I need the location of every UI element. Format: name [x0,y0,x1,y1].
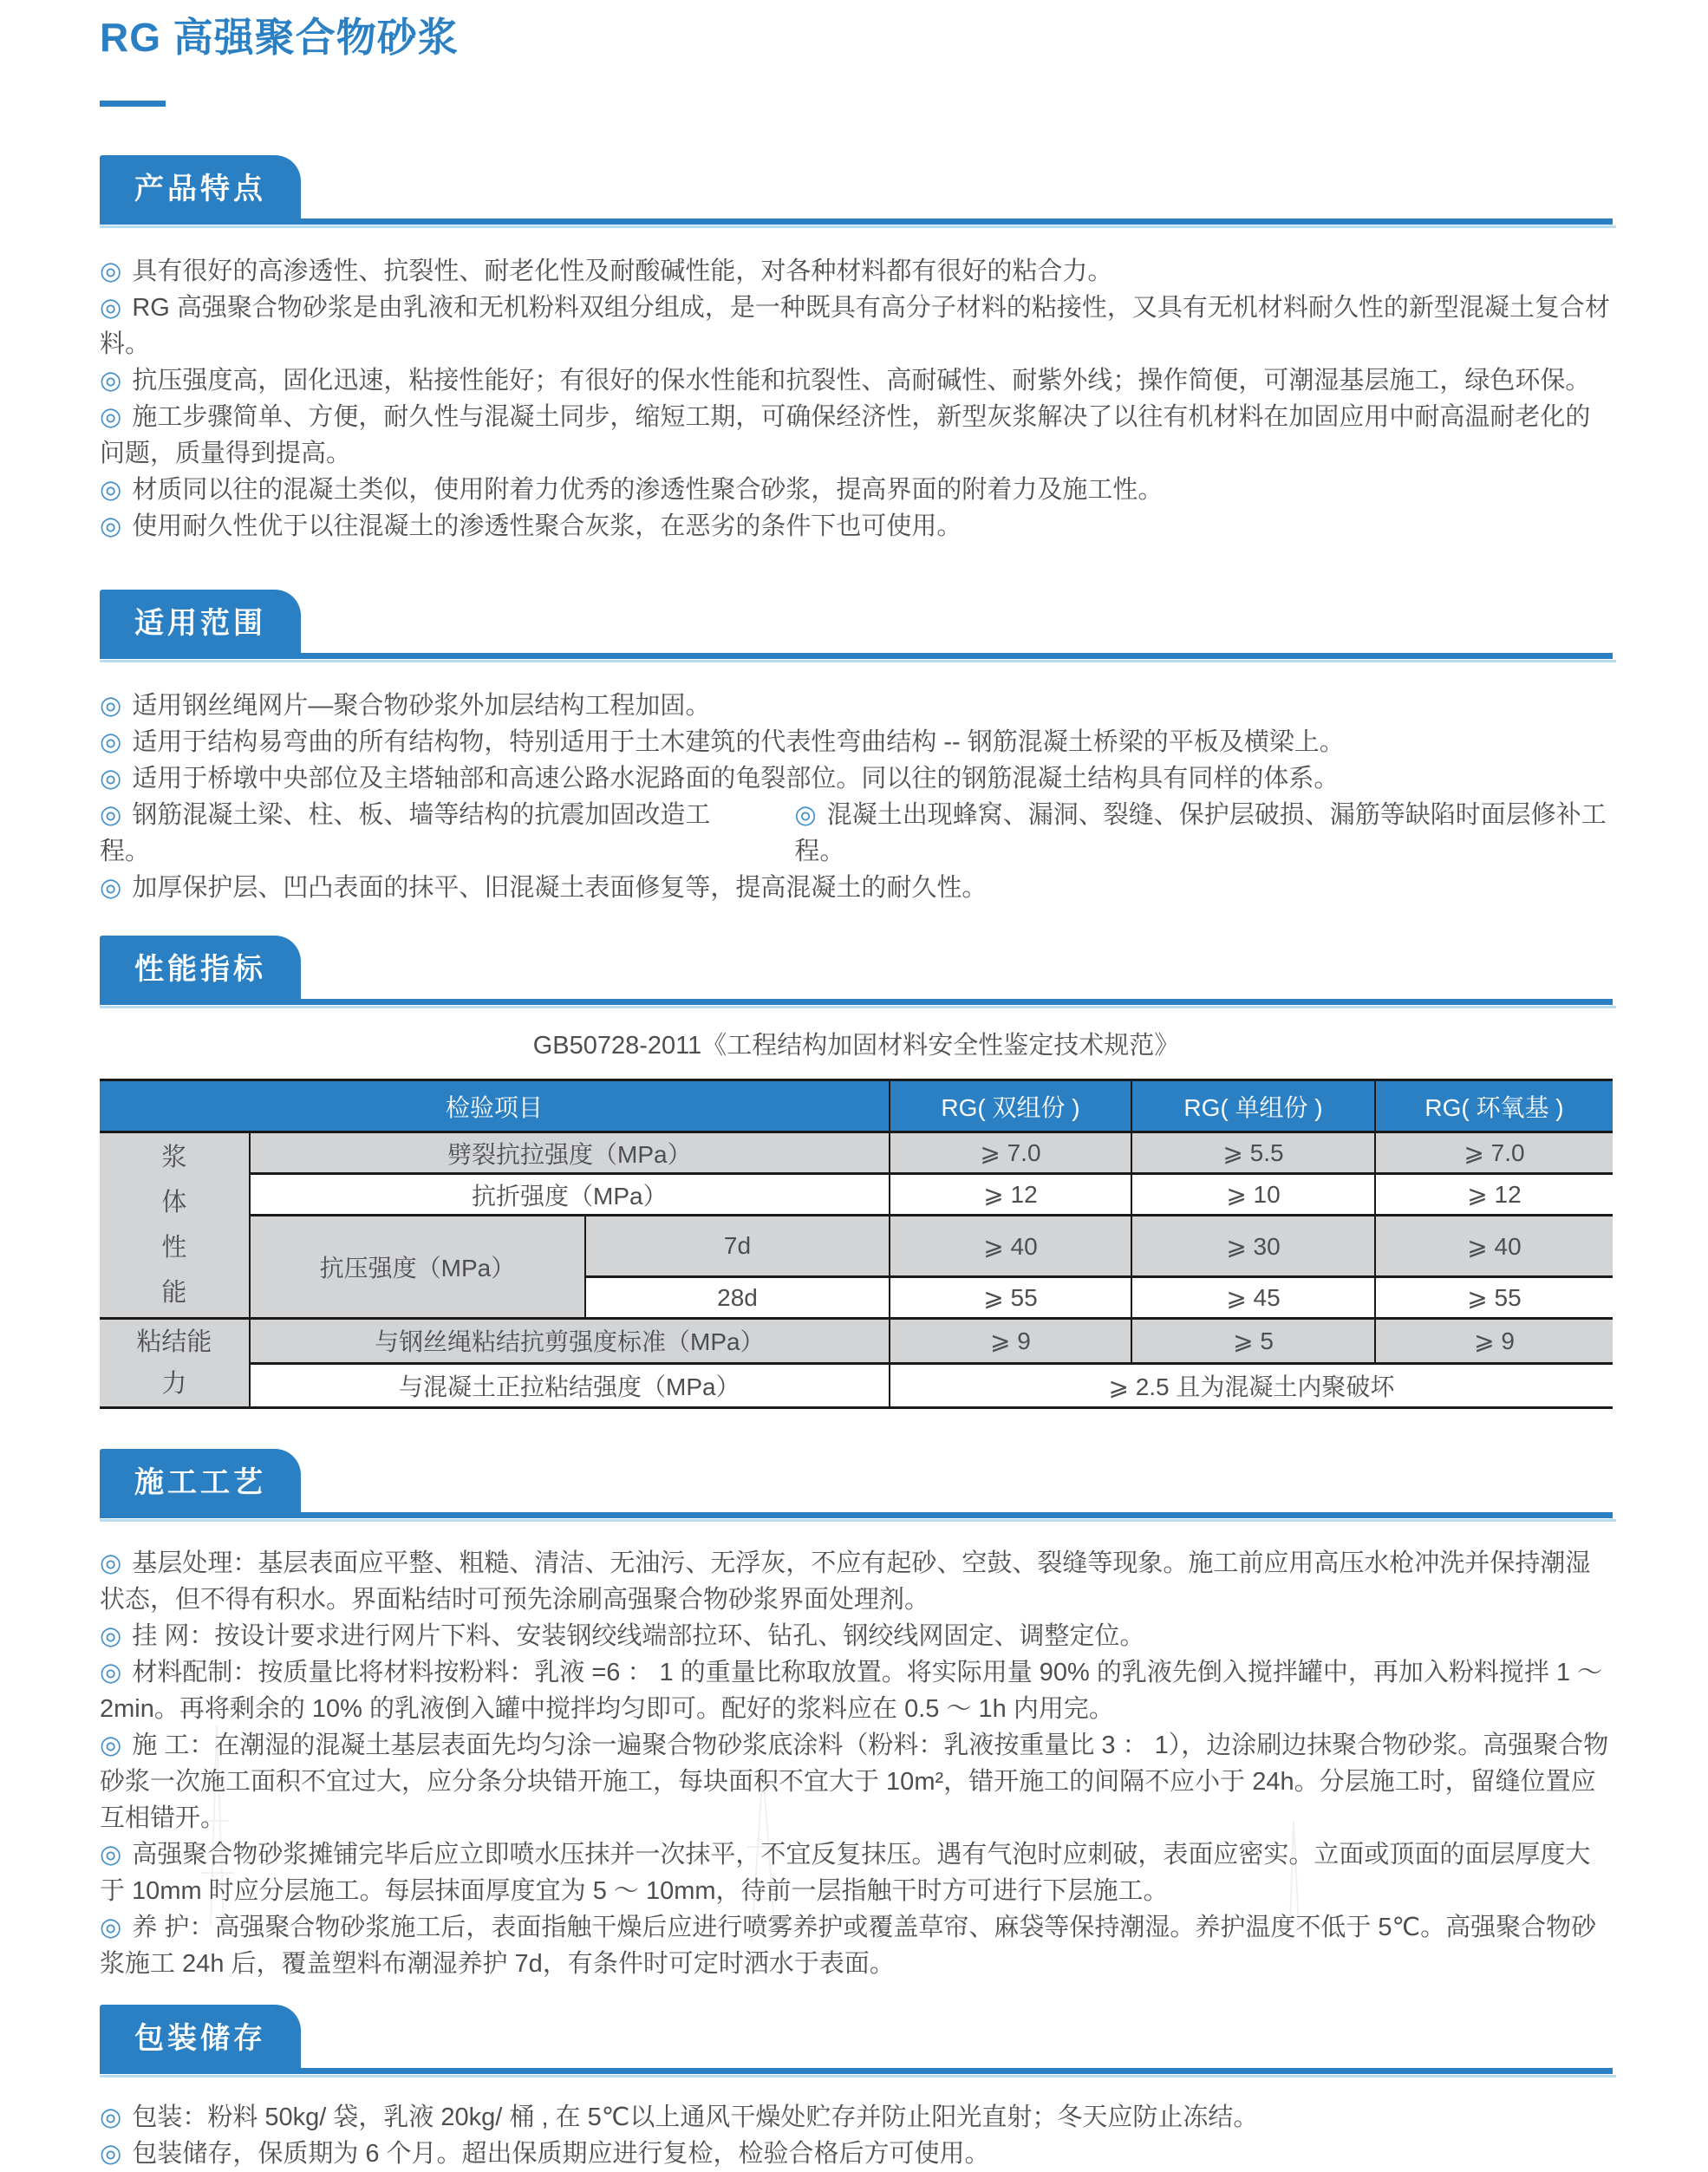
bullet-text: 包装：粉料 50kg/ 袋，乳液 20kg/ 桶 , 在 5℃以上通风干燥处贮存并防止阳光直射；冬天应防止冻结。 [132,2104,1259,2131]
bullet-icon: ◎ [100,403,122,431]
section-features-header [100,155,1613,225]
bullet-item [100,1618,1613,1654]
bullet-icon: ◎ [100,294,122,322]
performance-table [100,1079,1613,1409]
bullet-text: 施工步骤简单、方便，耐久性与混凝土同步，缩短工期，可确保经济性，新型灰浆解决了以往有机材料在加固应用中耐高温耐老化的问题，质量得到提高。 [100,403,1591,467]
bullet-text: 挂 网：按设计要求进行网片下料、安装钢绞线端部拉环、钻孔、钢绞线网固定、调整定位。 [132,1622,1145,1650]
section-scope [100,590,1613,906]
section-process [100,1449,1613,1982]
table-header-row [100,1080,1613,1132]
cell-value: ⩾ 9 [1375,1319,1613,1364]
bullet-text: 材质同以往的混凝土类似，使用附着力优秀的渗透性聚合砂浆，提高界面的附着力及施工性。 [132,476,1164,504]
bullet-item [100,472,1613,508]
row-label: 与混凝土正拉粘结强度（MPa） [250,1363,890,1408]
bullet-icon: ◎ [100,367,122,395]
bullet-icon: ◎ [100,728,122,756]
row-label: 与钢丝绳粘结抗剪强度标准（MPa） [250,1319,890,1364]
section-features [100,155,1613,545]
row-group-slurry-performance: 浆体性能 [100,1132,250,1319]
row-group-bond-capacity: 粘结能力 [100,1319,250,1408]
bullet-icon: ◎ [100,765,122,792]
bullet-item [100,399,1613,472]
bullet-text: 包装储存，保质期为 6 个月。超出保质期应进行复检，检验合格后方可使用。 [132,2140,990,2168]
cell-value: ⩾ 7.0 [1375,1132,1613,1174]
bullet-text: 抗压强度高，固化迅速，粘接性能好；有很好的保水性能和抗裂性、高耐碱性、耐紫外线；操作简便，可潮湿基层施工，绿色环保。 [132,367,1591,395]
bullet-item [100,362,1613,399]
bullet-text: 具有很好的高渗透性、抗裂性、耐老化性及耐酸碱性能，对各种材料都有很好的粘合力。 [132,258,1113,285]
table-caption: GB50728-2011《工程结构加固材料安全性鉴定技术规范》 [532,1032,1180,1060]
bullet-item [100,1836,1613,1909]
bullet-text: RG 高强聚合物砂浆是由乳液和无机粉料双组分组成，是一种既具有高分子材料的粘接性，又具有无机材料耐久性的新型混凝土复合材料。 [100,294,1610,358]
row-sublabel-7d: 7d [585,1216,890,1277]
bullet-text: 钢筋混凝土梁、柱、板、墙等结构的抗震加固改造工程。 [100,801,711,865]
section-performance [100,936,1613,1409]
packaging-list [100,2099,1613,2172]
cell-value: ⩾ 12 [1375,1174,1613,1216]
bullet-text: 混凝土出现蜂窝、漏洞、裂缝、保护层破损、漏筋等缺陷时面层修补工程。 [794,801,1607,865]
bullet-item [100,1909,1613,1982]
bullet-text: 适用于桥墩中央部位及主塔轴部和高速公路水泥路面的龟裂部位。同以往的钢筋混凝土结构具有同样的体系。 [132,765,1340,792]
table-row [100,1132,1613,1174]
section-badge: 性能指标 [100,936,301,999]
bullet-icon: ◎ [100,1841,122,1869]
bullet-icon: ◎ [100,801,122,829]
bullet-text: 使用耐久性优于以往混凝土的渗透性聚合灰浆，在恶劣的条件下也可使用。 [132,512,962,540]
bullet-item [100,870,1613,906]
title-underline [100,101,166,107]
bullet-text: 材料配制：按质量比将材料按粉料：乳液 =6 ： 1 的重量比称取放置。将实际用量 90% 的乳液先倒入搅拌罐中，再加入粉料搅拌 1 ～ 2min。再将剩余的 10% 的乳液倒入罐中搅拌均匀即可。配好的浆料应在 0.5 ～ 1h 内用完。 [100,1659,1603,1723]
bullet-text: 加厚保护层、凹凸表面的抹平、旧混凝土表面修复等，提高混凝土的耐久性。 [132,874,988,902]
scope-list [100,688,1613,906]
bullet-icon: ◎ [100,2104,122,2131]
bullet-icon: ◎ [100,1659,122,1686]
cell-value: ⩾ 7.0 [890,1132,1131,1174]
cell-value: ⩾ 12 [890,1174,1131,1216]
bullet-item [100,2136,1613,2172]
section-badge: 包装储存 [100,2005,301,2068]
bullet-icon: ◎ [100,2140,122,2168]
table-row [100,1174,1613,1216]
cell-value: ⩾ 9 [890,1319,1131,1364]
cell-value: ⩾ 45 [1131,1277,1375,1319]
bullet-text: 适用于结构易弯曲的所有结构物，特别适用于土木建筑的代表性弯曲结构 -- 钢筋混凝土桥梁的平板及横梁上。 [132,728,1345,756]
bullet-icon: ◎ [100,1622,122,1650]
bullet-icon: ◎ [100,1914,122,1941]
col-header-test-item: 检验项目 [100,1080,890,1132]
cell-value: ⩾ 5 [1131,1319,1375,1364]
bullet-item [100,1545,1613,1618]
bullet-item [100,760,1613,797]
cell-value: ⩾ 55 [890,1277,1131,1319]
section-scope-header [100,590,1613,659]
cell-value: ⩾ 40 [890,1216,1131,1277]
table-row [100,1319,1613,1364]
cell-value: ⩾ 30 [1131,1216,1375,1277]
bullet-icon: ◎ [794,801,817,829]
bullet-icon: ◎ [100,476,122,504]
section-process-header [100,1449,1613,1518]
section-performance-header [100,936,1613,1005]
cell-value: ⩾ 55 [1375,1277,1613,1319]
bullet-item [100,797,727,870]
process-list [100,1545,1613,1982]
bullet-icon: ◎ [100,1732,122,1759]
bullet-icon: ◎ [100,1549,122,1577]
row-label: 抗折强度（MPa） [250,1174,890,1216]
section-packaging [100,2005,1613,2172]
bullet-item [100,688,1613,724]
col-header-rg-one-part: RG( 单组份 ) [1131,1080,1375,1132]
row-sublabel-28d: 28d [585,1277,890,1319]
table-row [100,1363,1613,1408]
bullet-item [100,2099,1613,2136]
cell-value-merged: ⩾ 2.5 且为混凝土内聚破坏 [890,1363,1613,1408]
bullet-item [100,290,1613,362]
cell-value: ⩾ 10 [1131,1174,1375,1216]
bullet-item [100,508,1613,545]
section-badge: 产品特点 [100,155,301,219]
bullet-text: 高强聚合物砂浆摊铺完毕后应立即喷水压抹并一次抹平，不宜反复抹压。遇有气泡时应刺破，表面应密实。立面或顶面的面层厚度大于 10mm 时应分层施工。每层抹面厚度宜为 5 ～ 10mm，待前一层指触干时方可进行下层施工。 [100,1841,1591,1905]
bullet-text: 适用钢丝绳网片—聚合物砂浆外加层结构工程加固。 [132,692,711,720]
features-list [100,253,1613,545]
bullet-row-pair [100,797,1613,870]
bullet-icon: ◎ [100,874,122,902]
bullet-icon: ◎ [100,258,122,285]
bullet-text: 施 工：在潮湿的混凝土基层表面先均匀涂一遍聚合物砂浆底涂料（粉料：乳液按重量比 3 ： 1），边涂刷边抹聚合物砂浆。高强聚合物砂浆一次施工面积不宜过大，应分条分块错开施工，每块面积不宜大于 10m²，错开施工的间隔不应小于 24h。分层施工时，留缝位置应互相错开。 [100,1732,1609,1832]
bullet-icon: ◎ [100,692,122,720]
section-badge: 施工工艺 [100,1449,301,1512]
bullet-item [100,724,1613,760]
bullet-icon: ◎ [100,512,122,540]
bullet-text: 基层处理：基层表面应平整、粗糙、清洁、无油污、无浮灰，不应有起砂、空鼓、裂缝等现象。施工前应用高压水枪冲洗并保持潮湿状态，但不得有积水。界面粘结时可预先涂刷高强聚合物砂浆界面处理剂。 [100,1549,1591,1614]
row-label: 劈裂抗拉强度（MPa） [250,1132,890,1174]
bullet-item [100,1654,1613,1727]
page-title: RG 高强聚合物砂浆 [100,15,459,60]
row-label-compressive: 抗压强度（MPa） [250,1216,585,1319]
col-header-rg-epoxy: RG( 环氧基 ) [1375,1080,1613,1132]
bullet-item [100,1727,1613,1836]
bullet-item [100,253,1613,290]
bullet-item [794,797,1613,870]
col-header-rg-two-part: RG( 双组份 ) [890,1080,1131,1132]
section-packaging-header [100,2005,1613,2074]
table-row [100,1216,1613,1277]
bullet-text: 养 护：高强聚合物砂浆施工后，表面指触干燥后应进行喷雾养护或覆盖草帘、麻袋等保持潮湿。养护温度不低于 5℃。高强聚合物砂浆施工 24h 后，覆盖塑料布潮湿养护 7d，有条件时可定时洒水于表面。 [100,1914,1597,1978]
cell-value: ⩾ 40 [1375,1216,1613,1277]
cell-value: ⩾ 5.5 [1131,1132,1375,1174]
section-badge: 适用范围 [100,590,301,653]
